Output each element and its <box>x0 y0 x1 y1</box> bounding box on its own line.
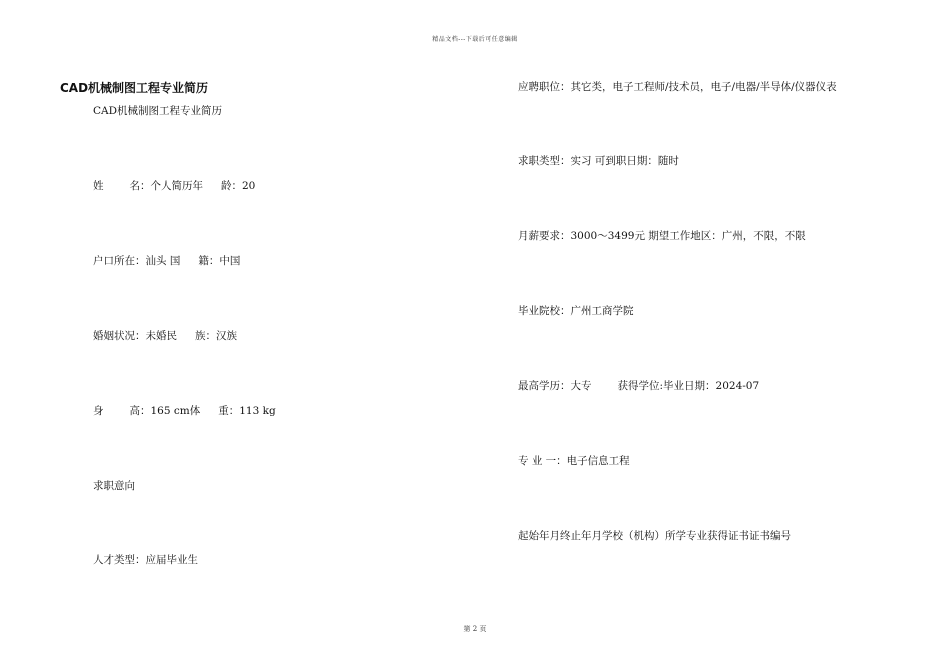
height-weight-row <box>93 404 276 418</box>
talent-type: 人才类型：应届毕业生 <box>93 554 198 566</box>
document-title: CAD机械制图工程专业简历 <box>60 81 209 95</box>
document-subtitle: CAD机械制图工程专业简历 <box>93 105 223 117</box>
intent-heading: 求职意向 <box>93 480 135 492</box>
nationality-text: 籍：中国 <box>198 255 241 267</box>
marital-row <box>93 329 237 343</box>
name-age-row <box>93 179 255 193</box>
marital-text: 婚姻状况：未婚民 <box>93 330 177 342</box>
weight-text: 重：113 kg <box>218 405 276 417</box>
name-label-a: 姓 <box>93 180 104 192</box>
age-label: 龄：20 <box>221 180 256 192</box>
page-header-note: 精品文档---下载后可任意编辑 <box>432 36 518 43</box>
ethnicity-text: 族：汉族 <box>195 330 237 342</box>
major: 专 业 一：电子信息工程 <box>518 455 630 467</box>
salary-expectation: 月薪要求：3000～3499元 期望工作地区：广州，不限，不限 <box>518 230 806 242</box>
page-number: 第 2 页 <box>463 625 487 633</box>
height-label-b: 高：165 cm体 <box>129 405 201 417</box>
education-table-header: 起始年月终止年月学校（机构）所学专业获得证书证书编号 <box>518 530 791 542</box>
education-text: 最高学历：大专 <box>518 380 592 392</box>
hukou-row <box>93 254 240 268</box>
hukou-text: 户口所在：汕头 国 <box>93 255 181 267</box>
job-type: 求职类型：实习 可到职日期：随时 <box>518 155 679 167</box>
name-label-b: 名：个人简历年 <box>129 180 203 192</box>
position-applied: 应聘职位：其它类，电子工程师/技术员，电子/电器/半导体/仪器仪表 <box>518 81 837 93</box>
graduate-school: 毕业院校：广州工商学院 <box>518 305 634 317</box>
education-row <box>518 379 759 393</box>
height-label-a: 身 <box>93 405 104 417</box>
degree-date-text: 获得学位:毕业日期：2024-07 <box>617 380 760 392</box>
